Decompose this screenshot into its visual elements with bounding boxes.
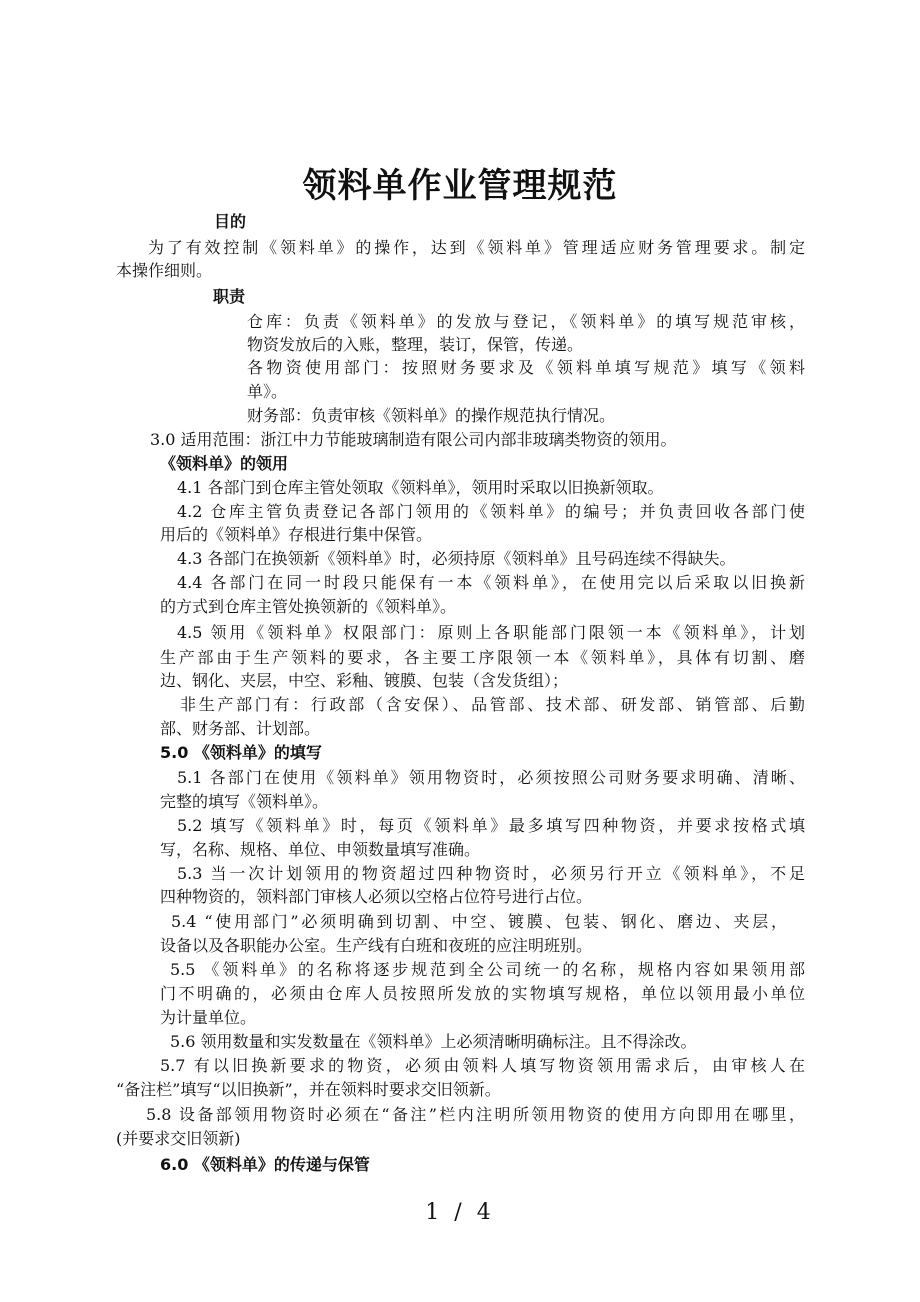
paragraph-line: 完整的填写《领料单》。 xyxy=(160,792,329,811)
paragraph-line: 用后的《领料单》存根进行集中保管。 xyxy=(160,525,433,544)
paragraph-line: 5.8 设备部领用物资时必须在“备注”栏内注明所领用物资的使用方向即用在哪里， xyxy=(146,1105,805,1124)
paragraph-line: 边、钢化、夹层，中空、彩釉、镀膜、包装（含发货组）； xyxy=(160,671,569,690)
paragraph-line: (并要求交旧领新) xyxy=(116,1129,241,1148)
paragraph-line: 设备以及各职能办公室。生产线有白班和夜班的应注明班别。 xyxy=(160,936,593,955)
paragraph-line: 5.7 有以旧换新要求的物资，必须由领料人填写物资领用需求后，由审核人在 xyxy=(160,1056,805,1075)
paragraph-line: 4.3 各部门在换领新《领料单》时，必须持原《领料单》且号码连续不得缺失。 xyxy=(177,549,736,568)
paragraph-line: 4.5 领用《领料单》权限部门：原则上各职能部门限领一本《领料单》，计划 xyxy=(177,623,805,642)
paragraph-line: 5.6 领用数量和实发数量在《领料单》上必须清晰明确标注。且不得涂改。 xyxy=(170,1032,697,1051)
paragraph-line: 5.1 各部门在使用《领料单》领用物资时，必须按照公司财务要求明确、清晰、 xyxy=(177,768,805,787)
paragraph-line: 各物资使用部门：按照财务要求及《领料单填写规范》填写《领料 xyxy=(247,358,805,377)
document-title: 领料单作业管理规范 xyxy=(302,166,618,206)
paragraph-line: 门不明确的，必须由仓库人员按照所发放的实物填写规格，单位以领用最小单位 xyxy=(160,984,805,1003)
paragraph-line: 财务部：负责审核《领料单》的操作规范执行情况。 xyxy=(247,406,616,425)
paragraph-line: 写，名称、规格、单位、申领数量填写准确。 xyxy=(160,840,481,859)
paragraph-line: 生产部由于生产领料的要求，各主要工序限领一本《领料单》，具体有切割、磨 xyxy=(160,648,805,667)
paragraph-line: 4.1 各部门到仓库主管处领取《领料单》，领用时采取以旧换新领取。 xyxy=(177,478,664,497)
paragraph-line: 4.4 各部门在同一时段只能保有一本《领料单》，在使用完以后采取以旧换新 xyxy=(177,573,805,592)
paragraph-line: 5.5 《领料单》的名称将逐步规范到全公司统一的名称，规格内容如果领用部 xyxy=(170,960,805,979)
paragraph-line: 非生产部门有：行政部（含安保）、品管部、技术部、研发部、销管部、后勤 xyxy=(180,695,805,714)
paragraph-line: 4.2 仓库主管负责登记各部门领用的《领料单》的编号；并负责回收各部门使 xyxy=(177,502,805,521)
paragraph-line: 单》。 xyxy=(247,382,288,401)
scope-line: 3.0 适用范围：浙江中力节能玻璃制造有限公司内部非玻璃类物资的领用。 xyxy=(150,430,677,449)
paragraph-line: 四种物资的，领料部门审核人必须以空格占位符号进行占位。 xyxy=(160,887,593,906)
paragraph-line: 部、财务部、计划部。 xyxy=(160,719,321,738)
paragraph-line: 5.4 “使用部门”必须明确到切割、中空、镀膜、包装、钢化、磨边、夹层， xyxy=(171,912,787,931)
section-heading-purpose: 目的 xyxy=(214,212,247,231)
paragraph-line: “备注栏”填写“以旧换新”，并在领料时要求交旧领新。 xyxy=(116,1080,501,1099)
section-heading-use: 《领料单》的领用 xyxy=(160,454,289,473)
paragraph-line: 为了有效控制《领料单》的操作，达到《领料单》管理适应财务管理要求。制定 xyxy=(148,238,805,257)
page-number: 1 / 4 xyxy=(425,1200,495,1225)
paragraph-line: 为计量单位。 xyxy=(160,1008,257,1027)
paragraph-line: 5.3 当一次计划领用的物资超过四种物资时，必须另行开立《领料单》，不足 xyxy=(177,864,805,883)
paragraph-line: 5.2 填写《领料单》时，每页《领料单》最多填写四种物资，并要求按格式填 xyxy=(177,816,805,835)
paragraph-line: 物资发放后的入账，整理，装订，保管，传递。 xyxy=(247,335,584,354)
section-heading-transfer: 6.0 《领料单》的传递与保管 xyxy=(160,1155,370,1174)
paragraph-line: 本操作细则。 xyxy=(116,261,213,280)
section-heading-duty: 职责 xyxy=(213,287,246,306)
paragraph-line: 仓库：负责《领料单》的发放与登记，《领料单》的填写规范审核， xyxy=(247,312,805,331)
paragraph-line: 的方式到仓库主管处换领新的《领料单》。 xyxy=(160,597,457,616)
section-heading-fill: 5.0 《领料单》的填写 xyxy=(160,743,322,762)
